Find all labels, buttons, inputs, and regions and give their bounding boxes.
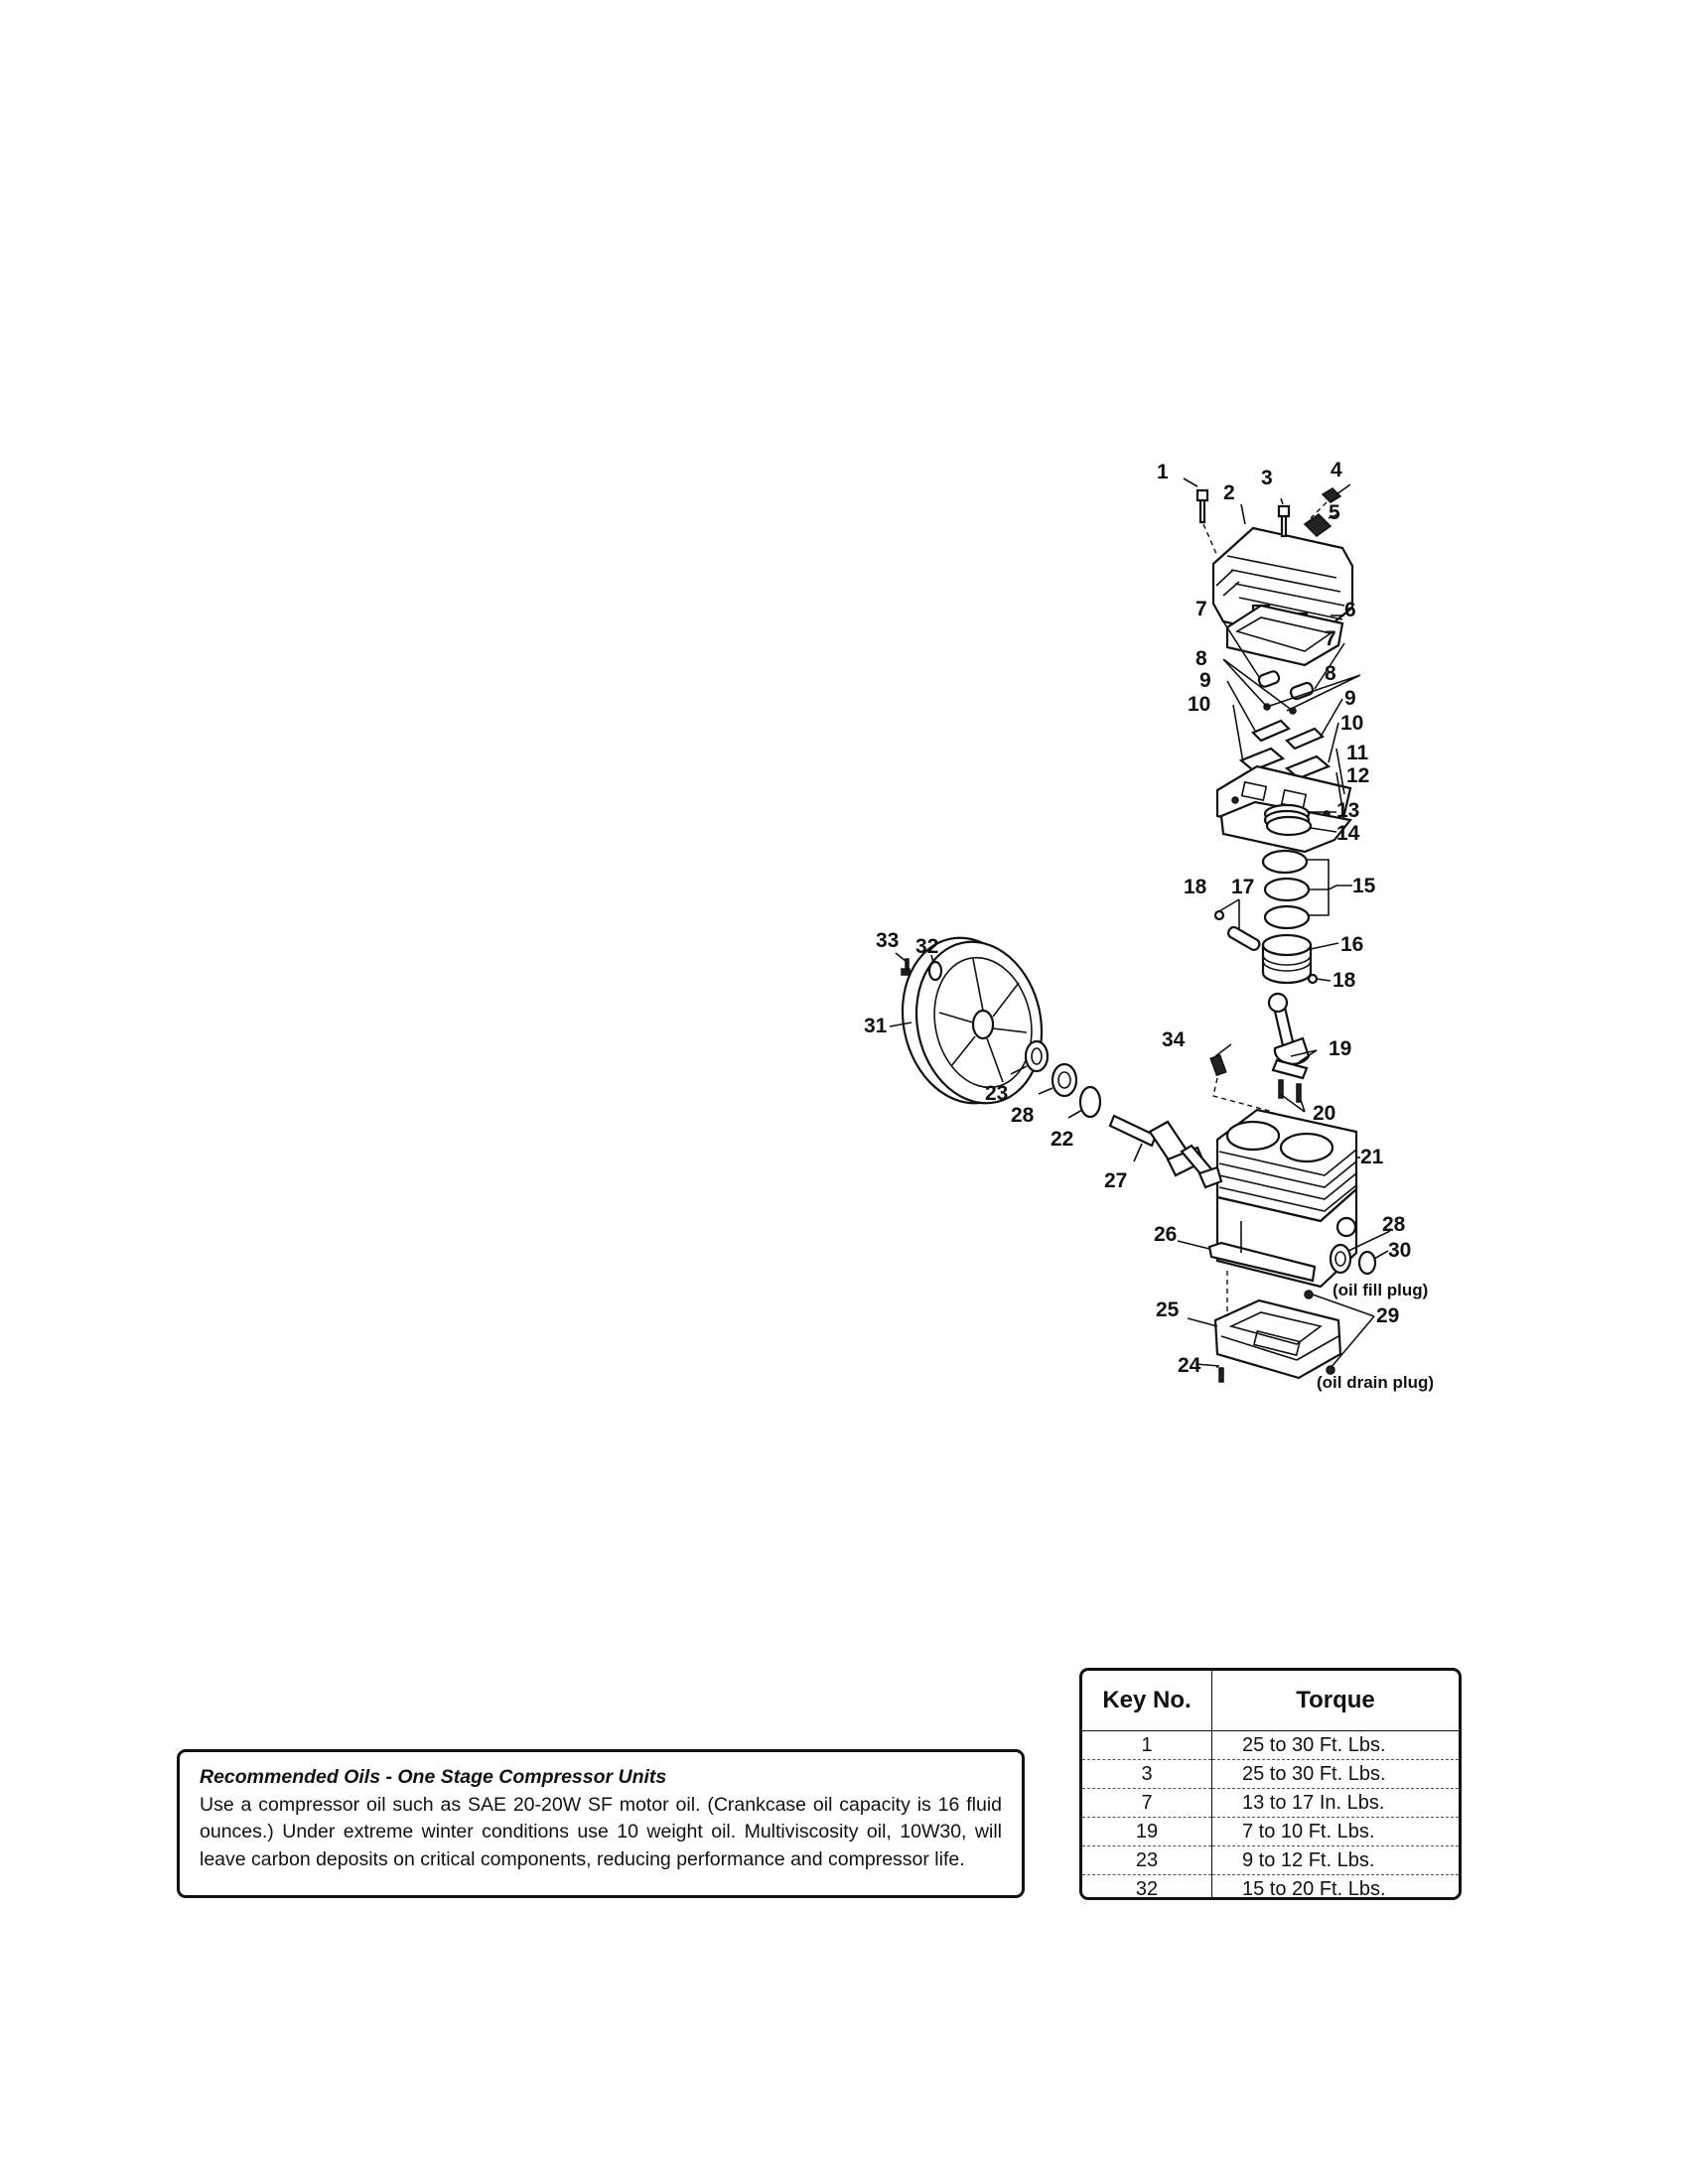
callout-8b: 8 [1325,662,1336,685]
key-no-header: Key No. [1082,1671,1212,1731]
key-no-cell: 3 [1082,1760,1212,1789]
callout-13: 13 [1336,799,1360,822]
callout-28b: 28 [1382,1213,1406,1236]
key-no-cell: 32 [1082,1875,1212,1901]
callout-25: 25 [1156,1298,1180,1321]
callout-34: 34 [1162,1028,1186,1051]
callout-6: 6 [1344,599,1356,621]
torque-value-cell: 25 to 30 Ft. Lbs. [1212,1731,1460,1760]
key-no-cell: 1 [1082,1731,1212,1760]
torque-value-cell: 7 to 10 Ft. Lbs. [1212,1818,1460,1846]
callout-10a: 10 [1188,693,1211,716]
recommended-oils-body: Use a compressor oil such as SAE 20-20W SF motor oil. (Crankcase oil capacity is 16 fluid ounces.) Under extreme winter conditions use 10 weight oil. Multiviscosity oil, 10W30, will leave carbon deposits on critical components, reducing performance and compressor life. [200,1793,1002,1870]
callout-12: 12 [1346,764,1370,787]
callout-23: 23 [985,1082,1009,1105]
oil-fill-plug-note: (oil fill plug) [1333,1281,1429,1299]
callout-11: 11 [1346,742,1369,764]
piston-ring-part [1265,879,1309,900]
callout-9b: 9 [1344,687,1356,710]
valve-reed-part [1287,729,1323,749]
torque-value-cell: 13 to 17 In. Lbs. [1212,1789,1460,1818]
callout-7b: 7 [1325,627,1336,650]
callout-15: 15 [1352,875,1376,897]
callout-19: 19 [1329,1037,1352,1060]
callout-29: 29 [1376,1304,1400,1327]
piston-ring-part [1265,906,1309,928]
callout-24: 24 [1178,1354,1201,1377]
head-bolt-part [1279,506,1289,536]
callout-18a: 18 [1184,876,1207,898]
callout-33: 33 [876,929,900,952]
table-row [1082,1818,1459,1846]
callout-7a: 7 [1195,598,1207,620]
oil-drain-plug-note: (oil drain plug) [1317,1373,1435,1392]
pulley-bolt-part [902,959,910,975]
torque-value-cell: 25 to 30 Ft. Lbs. [1212,1760,1460,1789]
connecting-rod-part [1269,994,1309,1078]
breather-part [1210,1055,1226,1075]
piston-ring-part [1263,851,1307,873]
fitting-part [1305,514,1331,536]
washer-part [929,962,941,980]
oil-plug-part [1305,1291,1313,1298]
callout-28a: 28 [1011,1104,1035,1127]
torque-table-box [1079,1668,1462,1900]
valve-reed-part [1253,721,1289,741]
pin-clip-part [1215,911,1223,919]
bearing-part [1052,1064,1076,1096]
base-plate-part [1215,1300,1340,1378]
torque-table-header-row [1082,1671,1459,1731]
callout-17: 17 [1231,876,1255,898]
callout-26: 26 [1154,1223,1178,1246]
table-row [1082,1760,1459,1789]
callout-9a: 9 [1199,669,1211,692]
callout-1: 1 [1157,461,1169,483]
callout-4: 4 [1331,459,1342,481]
valve-retainer-part [1258,670,1281,688]
callout-16: 16 [1340,933,1364,956]
table-row [1082,1731,1459,1760]
oil-seal-part [1026,1041,1048,1071]
table-row [1082,1875,1459,1901]
oil-fill-plug-part [1359,1252,1375,1274]
callout-10b: 10 [1340,712,1364,735]
callout-3: 3 [1261,467,1273,489]
key-no-cell: 7 [1082,1789,1212,1818]
recommended-oils-title: Recommended Oils - One Stage Compressor Units [200,1766,667,1788]
torque-value-cell: 15 to 20 Ft. Lbs. [1242,1877,1386,1900]
head-bolt-part [1197,490,1207,522]
torque-header: Torque [1212,1671,1460,1731]
bearing-part [1331,1245,1350,1273]
table-row [1082,1789,1459,1818]
recommended-oils-box [177,1749,1025,1898]
callout-18b: 18 [1333,969,1356,992]
callout-5: 5 [1329,501,1340,524]
callout-2: 2 [1223,481,1235,504]
callout-22: 22 [1051,1128,1074,1151]
pulley-part [888,926,1056,1116]
torque-value-cell: 9 to 12 Ft. Lbs. [1212,1846,1460,1875]
key-no-cell: 23 [1082,1846,1212,1875]
pin-clip-part [1309,975,1317,983]
fitting-part [1323,488,1340,502]
retaining-ring-part [1080,1087,1100,1117]
wrist-pin-part [1226,925,1261,952]
callout-30: 30 [1388,1239,1412,1262]
callout-31: 31 [864,1015,888,1037]
callout-8a: 8 [1195,647,1207,670]
callout-21: 21 [1360,1146,1384,1168]
callout-20: 20 [1313,1102,1336,1125]
callout-27: 27 [1104,1169,1128,1192]
callout-32: 32 [915,935,939,958]
callout-14: 14 [1336,822,1360,845]
torque-table [1082,1671,1459,1900]
piston-part [1263,935,1311,983]
key-no-cell: 19 [1082,1818,1212,1846]
table-row [1082,1846,1459,1875]
